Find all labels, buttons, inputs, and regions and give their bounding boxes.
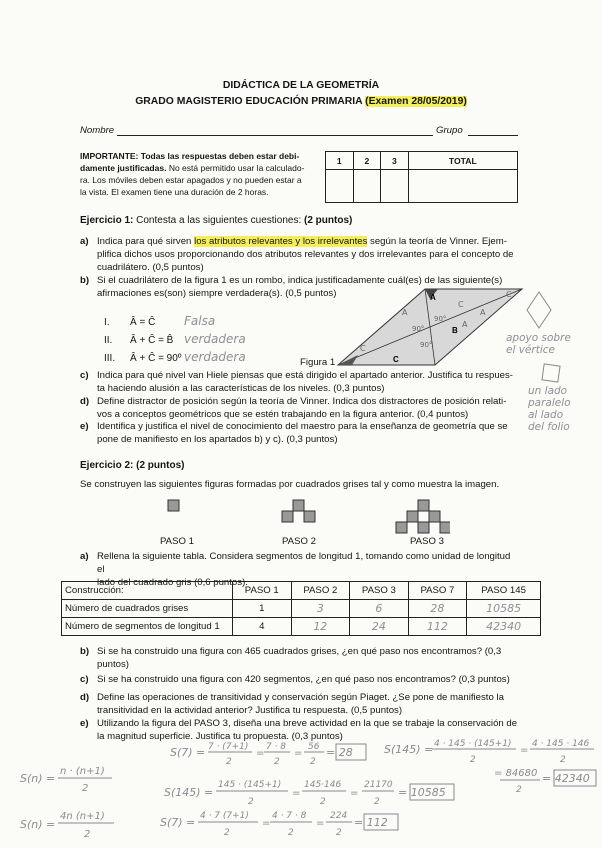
important-notice (80, 150, 320, 198)
step-3-squares (396, 500, 450, 533)
hw-text: = (294, 748, 303, 759)
step-label-3: PASO 3 (410, 536, 444, 547)
notice-line-3: ra. Los móviles deben estar apagados y no pueden estar a (80, 175, 302, 185)
hw-text: 21170 (364, 780, 393, 790)
pencil-mark: C (458, 300, 464, 309)
hw-text: 2 (288, 828, 294, 838)
pencil-mark: C (506, 290, 512, 299)
table-row (62, 600, 541, 618)
table-cell: 4 (233, 618, 292, 636)
vertex-label-a: A (430, 293, 436, 302)
hw-text: n · (n+1) (60, 766, 105, 777)
hw-text: 2 (248, 797, 254, 807)
notice-line-1: IMPORTANTE: Todas las respuestas deben estar debi- (80, 151, 300, 161)
page-title: DIDÁCTICA DE LA GEOMETRÍA (222, 80, 380, 91)
hw-text: 4 · 7 · 8 (272, 811, 307, 821)
statement-2: II. Â + Ĉ = B̂ verdadera (104, 332, 246, 346)
score-cell-2[interactable] (353, 170, 381, 203)
table-cell[interactable]: 112 (408, 618, 467, 636)
construction-table (61, 581, 541, 636)
step-label-2: PASO 2 (282, 536, 316, 547)
ex1-question-e: e) Identifica y justifica el nivel de conocimiento del maestro para la enseñanza de geometría que se pone de manifiesto en los apartados b) y c). (0,3 puntos) (80, 421, 508, 446)
row-label: Número de cuadrados grises (62, 600, 233, 618)
table-cell[interactable]: 42340 (467, 618, 541, 636)
table-header: PASO 3 (350, 582, 409, 600)
step-1-squares (168, 500, 179, 511)
hw-text: 2 (224, 828, 230, 838)
grupo-label: Grupo (436, 125, 463, 136)
ex1-question-b: b) Si el cuadrilátero de la figura 1 es un rombo, indica justificadamente cuál(es) de las siguiente(s) afirmaciones es(son) siempre verdadera(s). (0,5 puntos) (80, 275, 503, 300)
table-cell[interactable]: 6 (350, 600, 409, 618)
hw-text: 145·146 (304, 780, 342, 790)
step-2-squares (282, 500, 315, 522)
nombre-label: Nombre (80, 125, 115, 136)
hw-text: 2 (560, 755, 566, 765)
hw-text: 2 (274, 757, 280, 767)
hw-text: 4 · 145 · (145+1) (434, 739, 512, 749)
margin-note-1: apoyo sobre el vértice (506, 332, 571, 356)
statement-list (104, 313, 246, 367)
margin-rhombus-sketch (524, 290, 554, 330)
hw-text: 224 (330, 811, 348, 821)
hw-text: = 28 (326, 746, 353, 759)
score-header-1: 1 (326, 152, 354, 170)
ex2-question-a: a) Rellena la siguiente tabla. Considera segmentos de longitud 1, tomando como unidad de longitud el lado del cuadrado gris (0,6 puntos). (80, 551, 511, 589)
handwritten-answer: Falsa (184, 314, 216, 328)
table-header: Construcción: (62, 582, 233, 600)
ex1-question-d: d) Define distractor de posición según la teoría de Vinner. Indica dos distractores de posición relati- vos a conceptos geométricos que se estén trabajando en la figura anterior. (0,4 puntos) (80, 396, 507, 421)
notice-line-2: damente justificadas. No está permitido usar la calculado- (80, 163, 305, 173)
exercise-2-title: Ejercicio 2: (2 puntos) (80, 460, 185, 471)
vertex-label-b: B (452, 326, 458, 335)
hw-text: 2 (374, 797, 380, 807)
pencil-mark: 90° (412, 325, 425, 333)
hw-text: 2 (226, 757, 232, 767)
handwritten-answer: verdadera (184, 332, 246, 346)
hw-text: 7 · 8 (266, 742, 287, 752)
hw-text: = 10585 (398, 786, 446, 799)
ex2-question-b: b) Si se ha construido una figura con 465 cuadrados grises, ¿en qué paso nos encontramos? (0,3 puntos) (80, 646, 502, 671)
pencil-mark: 90° (434, 315, 447, 323)
hw-text: S(145) = (384, 743, 434, 756)
hw-text: 7 · (7+1) (208, 742, 249, 752)
statement-1: I. Â = Ĉ Falsa (104, 314, 216, 328)
score-table (325, 151, 518, 203)
steps-figure (160, 494, 450, 540)
pencil-mark: A (480, 308, 486, 317)
hw-text: 2 (516, 785, 522, 795)
hw-text: = (520, 745, 529, 756)
hw-text: 145 · (145+1) (218, 780, 282, 790)
table-cell[interactable]: 24 (350, 618, 409, 636)
hw-text: 2 (336, 828, 342, 838)
table-cell[interactable]: 10585 (467, 600, 541, 618)
hw-text: 2 (310, 757, 316, 767)
score-header-total: TOTAL (408, 152, 517, 170)
score-header-2: 2 (353, 152, 381, 170)
pencil-mark: A (462, 320, 468, 329)
vertex-label-c: C (393, 355, 399, 364)
table-row (62, 618, 541, 636)
score-cell-3[interactable] (381, 170, 409, 203)
handwritten-answer: verdadera (184, 350, 246, 364)
nombre-field[interactable] (117, 135, 433, 136)
table-cell[interactable]: 12 (291, 618, 350, 636)
score-header-3: 3 (381, 152, 409, 170)
figure-1-caption: Figura 1 (300, 357, 336, 368)
hw-text: = (316, 818, 325, 829)
hw-text: = (350, 788, 359, 799)
pencil-mark: A (402, 308, 408, 317)
degree-name: GRADO MAGISTERIO EDUCACIÓN PRIMARIA (135, 96, 363, 107)
grupo-field[interactable] (468, 135, 518, 136)
pencil-mark: 90° (420, 341, 433, 349)
figure-1-rhombus (330, 285, 530, 369)
hw-text: S(n) = (20, 772, 56, 785)
hw-text: S(7) = (170, 746, 206, 759)
hw-text: 56 (308, 742, 320, 752)
exercise-2-intro: Se construyen las siguientes figuras formadas por cuadrados grises tal y como muestra la imagen. (80, 479, 500, 490)
score-cell-total[interactable] (408, 170, 517, 203)
ex2-question-e: e) Utilizando la figura del PASO 3, diseña una breve actividad en la que se trabaje la conservación de la magnitud superficie. Justifica tu propuesta. (0,3 puntos) (80, 718, 518, 743)
hw-text: = (256, 748, 265, 759)
hw-text: 4 · 7 (7+1) (200, 811, 249, 821)
margin-note-2: un lado paralelo al lado del folio (528, 385, 571, 433)
hw-text: S(7) = (160, 816, 196, 829)
ex1-question-c: c) Indica para qué nivel van Hiele piensas que está dirigido el apartado anterior. Justifica tu respues- ta haciendo alusión a las características de los niveles. (0,3 puntos) (80, 370, 513, 395)
hw-text: 2 (320, 797, 326, 807)
table-cell: 1 (233, 600, 292, 618)
hw-text: 2 (82, 783, 89, 794)
hw-text: S(145) = (164, 786, 214, 799)
hw-text: S(n) = (20, 818, 56, 831)
hw-text: 4 · 145 · 146 (532, 739, 590, 749)
hw-text: 2 (84, 829, 91, 840)
ex2-question-d: d) Define las operaciones de transitividad y conservación según Piaget. ¿Se pone de manifiesto la transitividad en la actividad anterior? Justifica tu respuesta. (0,5 puntos) (80, 692, 504, 717)
hw-text: = 42340 (542, 772, 590, 785)
statement-3: III. Â + Ĉ = 90º verdadera (104, 350, 246, 364)
hw-text: = (262, 818, 271, 829)
table-header: PASO 1 (233, 582, 292, 600)
page-subtitle (0, 96, 602, 107)
table-cell[interactable]: 28 (408, 600, 467, 618)
table-header: PASO 2 (291, 582, 350, 600)
ex1-question-a: a) Indica para qué sirven los atributos relevantes y los irrelevantes según la teoría de Vinner. Ejem- plifica dichos usos proporcionando dos atributos relevantes y dos irrelevantes para el concepto de cuadrilátero. (0,5 puntos) (80, 236, 514, 274)
ex2-question-c: c) Si se ha construido una figura con 420 segmentos, ¿en qué paso nos encontramos? (0,3 puntos) (80, 674, 510, 685)
notice-line-4: la vista. El examen tiene una duración de 2 horas. (80, 187, 269, 197)
table-header: PASO 7 (408, 582, 467, 600)
exam-date: (Examen 28/05/2019) (365, 96, 467, 107)
table-header: PASO 145 (467, 582, 541, 600)
exercise-1-title: Ejercicio 1: Contesta a las siguientes cuestiones: (2 puntos) (80, 215, 353, 226)
table-header-row (62, 582, 541, 600)
hw-text: = 112 (354, 816, 388, 829)
step-label-1: PASO 1 (160, 536, 194, 547)
pencil-mark: C (360, 344, 366, 353)
hw-text: 2 (470, 755, 476, 765)
score-cell-1[interactable] (326, 170, 354, 203)
row-label: Número de segmentos de longitud 1 (62, 618, 233, 636)
table-cell[interactable]: 3 (291, 600, 350, 618)
hw-text: = 84680 (494, 768, 538, 779)
margin-diamond-sketch (540, 362, 562, 384)
hw-text: = (292, 788, 301, 799)
hw-text: 4n (n+1) (60, 811, 105, 822)
handwritten-calculations (0, 738, 602, 844)
